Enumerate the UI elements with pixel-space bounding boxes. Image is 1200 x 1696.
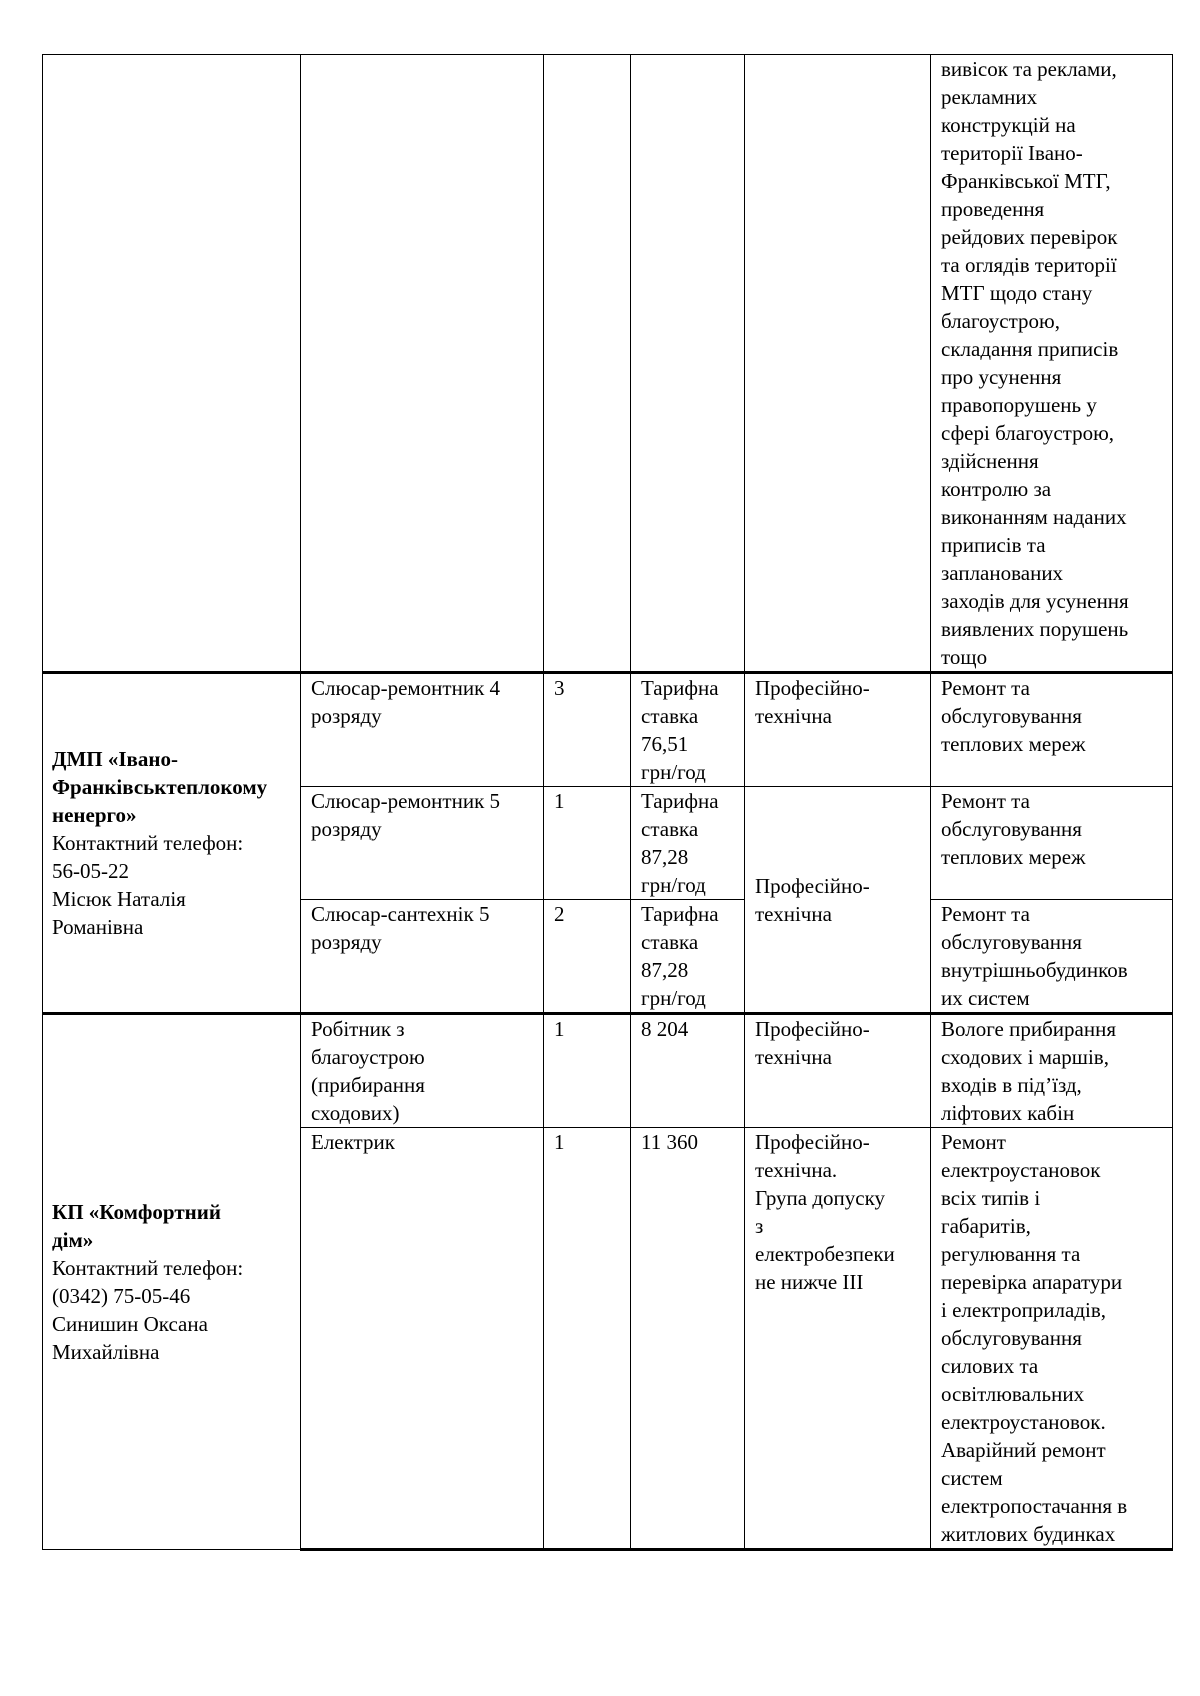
employer-cell	[43, 1014, 301, 1550]
table-row	[43, 1014, 1173, 1128]
employer-contact-person: Місюк Наталія Романівна	[52, 887, 186, 939]
salary-cell: 8 204	[631, 1014, 745, 1128]
education-cell: Професійно- технічна	[745, 1014, 931, 1128]
employer-name: КП «Комфортний дім»	[52, 1200, 221, 1252]
position-cell: Слюсар-ремонтник 4 розряду	[301, 673, 544, 787]
employer-phone: 56-05-22	[52, 859, 129, 883]
education-cell-empty	[745, 55, 931, 673]
employer-phone-label: Контактний телефон:	[52, 1256, 244, 1280]
continuation-duties-text: вивісок та реклами, рекламних конструкцій на території Івано- Франківської МТГ, проведення рейдових перевірок та оглядів території МТГ щодо стану благоустрою, складання приписів про усунення правопорушень у сфері благоустрою, здійснення контролю за виконанням наданих приписів та запланованих заходів для усунення виявлених порушень тощо	[941, 57, 1129, 669]
education-cell: Професійно- технічна	[745, 673, 931, 787]
duties-cell: Ремонт електроустановок всіх типів і габаритів, регулювання та перевірка апаратури і електроприладів, обслуговування силових та освітлювальних електроустановок. Аварійний ремонт систем електропостачання в житлових будинках	[931, 1128, 1173, 1550]
education-cell: Професійно- технічна. Група допуску з електробезпеки не нижче ІІІ	[745, 1128, 931, 1550]
position-cell-empty	[301, 55, 544, 673]
duties-cell: Ремонт та обслуговування теплових мереж	[931, 787, 1173, 900]
education-cell: Професійно- технічна	[745, 787, 931, 1014]
duties-cell: Вологе прибирання сходових і маршів, входів в під’їзд, ліфтових кабін	[931, 1014, 1173, 1128]
position-cell: Слюсар-ремонтник 5 розряду	[301, 787, 544, 900]
duties-cell: Ремонт та обслуговування теплових мереж	[931, 673, 1173, 787]
count-cell: 1	[544, 1014, 631, 1128]
employer-contact-person: Синишин Оксана Михайлівна	[52, 1312, 208, 1364]
employer-cell-empty	[43, 55, 301, 673]
count-cell: 2	[544, 900, 631, 1014]
count-cell: 1	[544, 1128, 631, 1550]
vacancy-table	[42, 54, 1173, 1551]
duties-cell	[931, 55, 1173, 673]
table-row	[43, 673, 1173, 787]
salary-cell: Тарифна ставка 76,51 грн/год	[631, 673, 745, 787]
employer-phone-label: Контактний телефон:	[52, 831, 244, 855]
count-cell-empty	[544, 55, 631, 673]
duties-cell: Ремонт та обслуговування внутрішньобудинков их систем	[931, 900, 1173, 1014]
position-cell: Слюсар-сантехнік 5 розряду	[301, 900, 544, 1014]
count-cell: 1	[544, 787, 631, 900]
position-cell: Електрик	[301, 1128, 544, 1550]
continuation-row	[43, 55, 1173, 673]
position-cell: Робітник з благоустрою (прибирання сходових)	[301, 1014, 544, 1128]
employer-cell	[43, 673, 301, 1014]
salary-cell: Тарифна ставка 87,28 грн/год	[631, 787, 745, 900]
employer-phone: (0342) 75-05-46	[52, 1284, 191, 1308]
salary-cell: Тарифна ставка 87,28 грн/год	[631, 900, 745, 1014]
count-cell: 3	[544, 673, 631, 787]
employer-name: ДМП «Івано- Франківськтеплокому ненерго»	[52, 747, 268, 827]
salary-cell-empty	[631, 55, 745, 673]
salary-cell: 11 360	[631, 1128, 745, 1550]
